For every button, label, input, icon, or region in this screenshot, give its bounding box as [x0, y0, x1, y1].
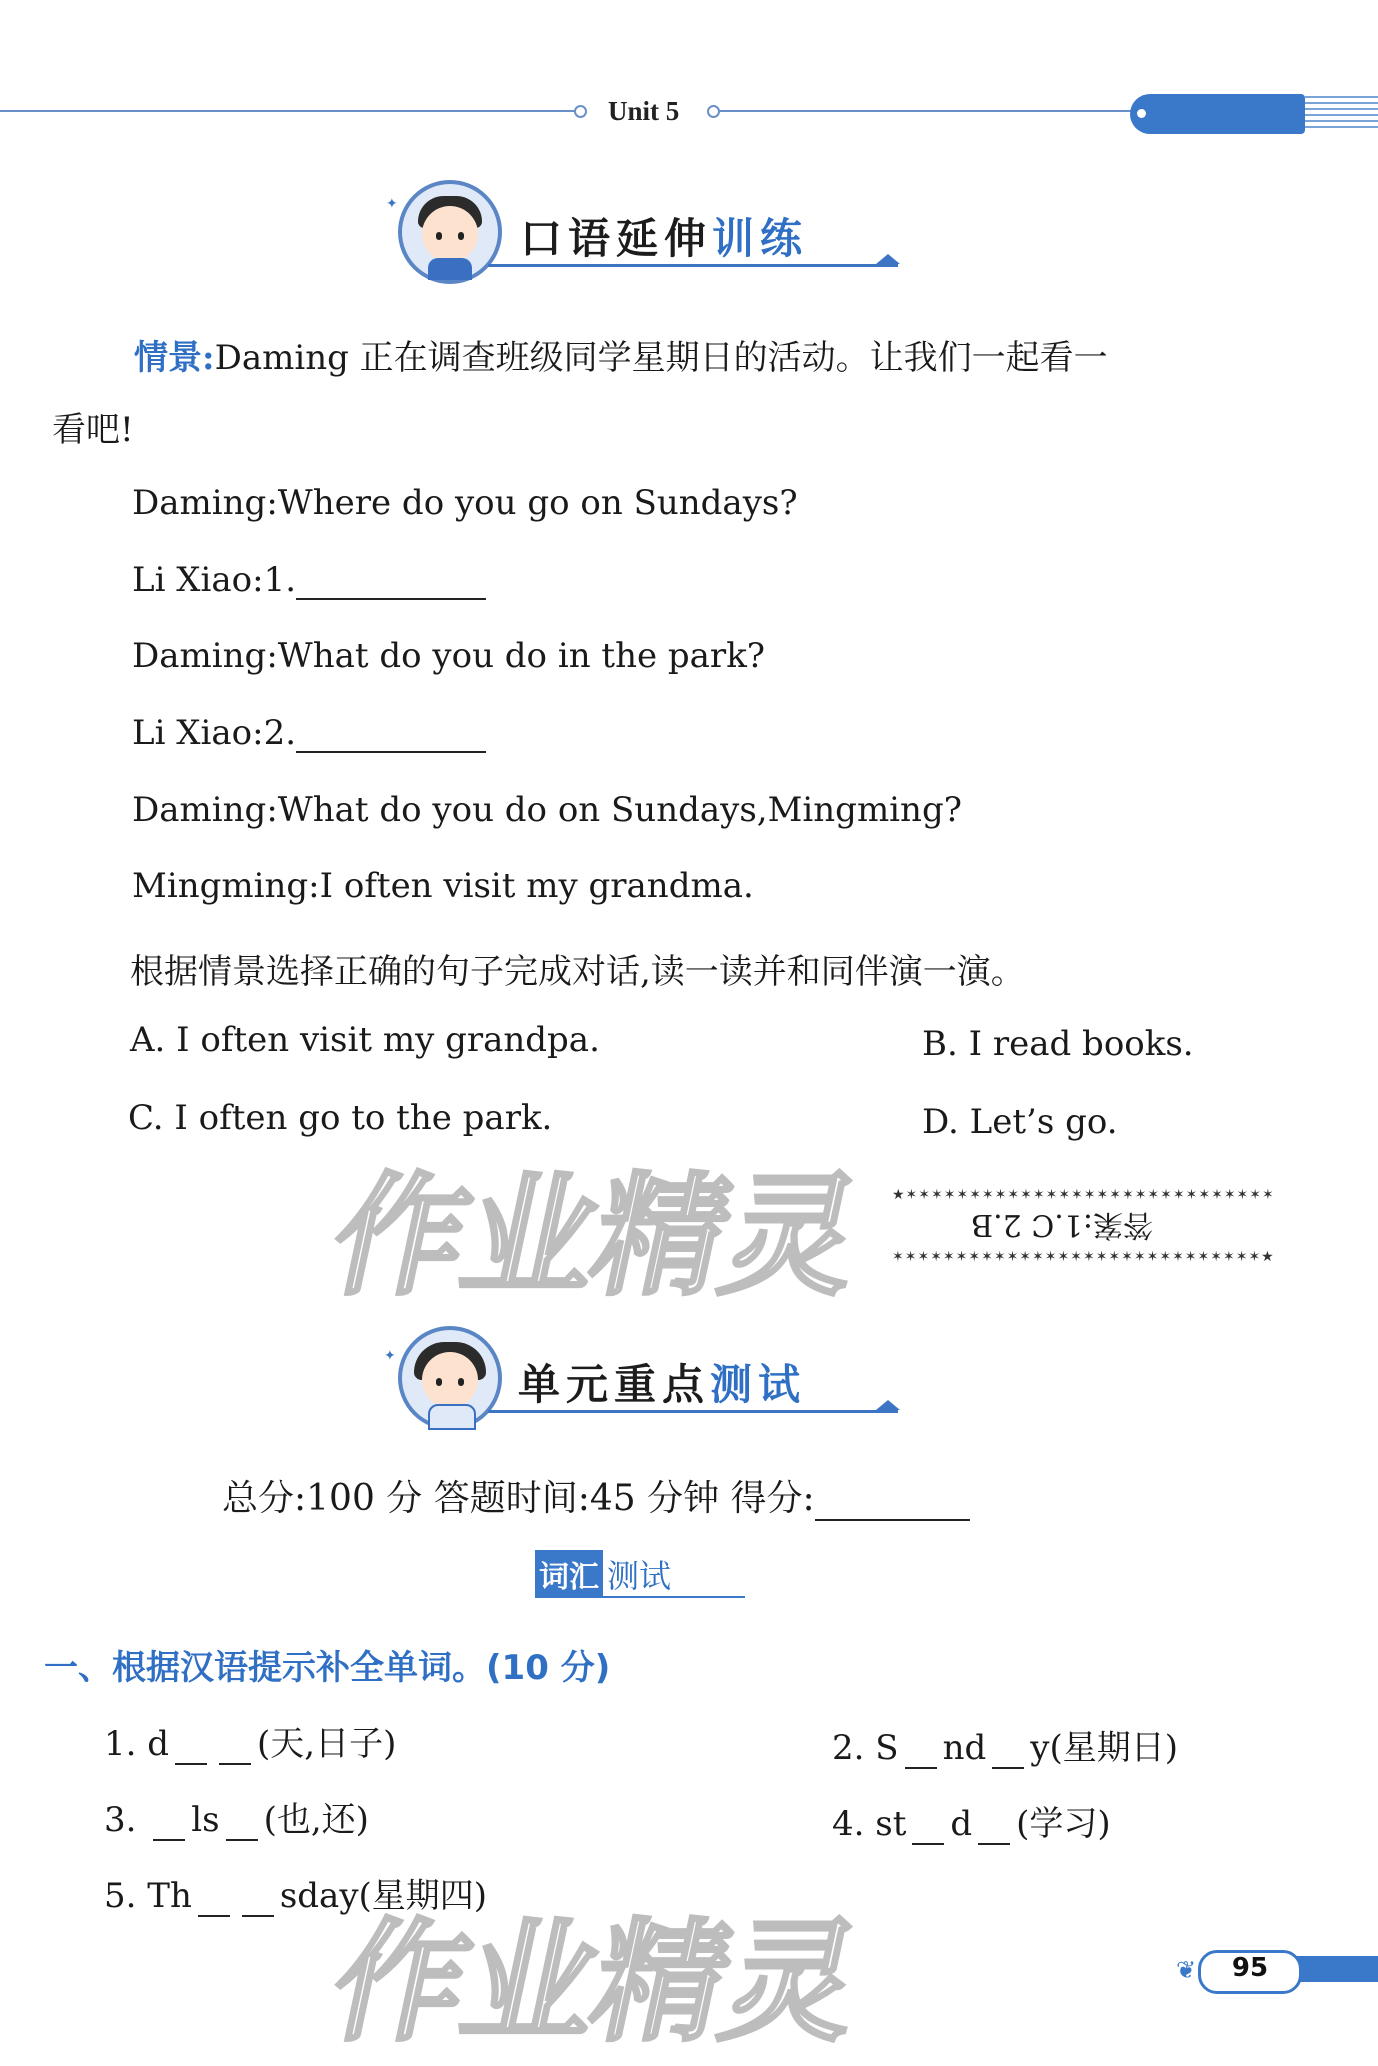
speaker: Daming	[132, 483, 267, 523]
dialogue-line: Li Xiao:2.	[132, 713, 486, 753]
section-title-plain: 口语延伸	[520, 214, 713, 263]
scene-line-1	[134, 330, 1108, 379]
answer-blank[interactable]	[296, 721, 486, 753]
fill-item	[832, 1796, 1111, 1845]
item-number: 3.	[104, 1800, 137, 1840]
header-rule-left	[0, 110, 578, 112]
watermark-text: 作业精灵	[319, 1906, 872, 2060]
option-d: D. Let’s go.	[922, 1102, 1118, 1142]
section-title-triangle	[876, 254, 900, 264]
vocab-arrow	[535, 1596, 745, 1598]
section-title-underline	[488, 1410, 898, 1413]
item-hint: (也,还)	[263, 1800, 369, 1840]
boy-avatar-icon	[398, 180, 502, 284]
item-part: S	[875, 1728, 899, 1768]
item-number: 4.	[832, 1804, 865, 1844]
item-number: 5.	[104, 1876, 137, 1916]
vocab-label-rest: 测试	[607, 1557, 672, 1595]
letter-blank[interactable]	[226, 1815, 258, 1841]
letter-blank[interactable]	[175, 1739, 207, 1765]
letter-blank[interactable]	[992, 1743, 1024, 1769]
speaker: Li Xiao	[132, 713, 253, 753]
letter-blank[interactable]	[242, 1891, 274, 1917]
item-part: nd	[942, 1728, 987, 1768]
answer-box	[892, 1187, 1275, 1265]
instruction-text: 根据情景选择正确的句子完成对话,读一读并和同伴演一演。	[130, 952, 1025, 992]
speaker: Daming	[132, 790, 267, 830]
star-icon: ✦	[386, 196, 398, 212]
answer-box-border-bottom: ✶✶✶✶✶✶✶✶✶✶✶✶✶✶✶✶✶✶✶✶✶✶✶✶✶✶✶✶✶★	[892, 1249, 1275, 1265]
section-title-oral	[520, 206, 808, 266]
girl-avatar-icon	[398, 1326, 502, 1430]
fill-item	[104, 1716, 396, 1765]
item-part: d	[147, 1724, 170, 1764]
fill-item	[104, 1792, 369, 1841]
scene-text: Daming 正在调查班级同学星期日的活动。让我们一起看一	[214, 338, 1108, 378]
score-line	[222, 1470, 970, 1521]
leaf-icon: ❦	[1176, 1956, 1197, 1984]
utterance: I often visit my grandma.	[319, 866, 754, 906]
letter-blank[interactable]	[912, 1819, 944, 1845]
item-part: ls	[191, 1800, 220, 1840]
dialogue-line: Daming:What do you do in the park?	[132, 636, 766, 676]
fill-item	[832, 1720, 1178, 1769]
vocab-label-box: 词汇	[535, 1550, 603, 1598]
section-title-triangle	[876, 1400, 900, 1410]
item-number: 2.	[832, 1728, 865, 1768]
score-info: 总分:100 分 答题时间:45 分钟 得分:	[222, 1478, 815, 1519]
unit-label: Unit 5	[608, 96, 680, 126]
scene-tag: 情景:	[134, 338, 215, 378]
section-title-plain: 单元重点	[518, 1360, 711, 1409]
speaker: Mingming	[132, 866, 309, 906]
dialogue-line: Li Xiao:1.	[132, 560, 486, 600]
section-title-highlight: 训练	[712, 214, 809, 263]
answer-text: 答案:1.C 2.B	[971, 1207, 1153, 1242]
letter-blank[interactable]	[219, 1739, 251, 1765]
header-tab-hole	[1137, 109, 1146, 118]
answer-number: 2.	[263, 713, 297, 753]
item-number: 1.	[104, 1724, 137, 1764]
item-hint: (学习)	[1016, 1804, 1111, 1844]
option-b: B. I read books.	[922, 1024, 1194, 1064]
letter-blank[interactable]	[153, 1815, 185, 1841]
speaker: Daming	[132, 636, 267, 676]
utterance: What do you do on Sundays,Mingming?	[277, 790, 962, 830]
item-part: st	[875, 1804, 907, 1844]
option-a: A. I often visit my grandpa.	[130, 1020, 600, 1060]
section-title-underline	[488, 264, 898, 267]
header-rule-dot-left	[574, 105, 587, 118]
question-heading: 一、根据汉语提示补全单词。(10 分)	[44, 1648, 611, 1688]
page-number: 95	[1231, 1953, 1269, 1983]
letter-blank[interactable]	[978, 1819, 1010, 1845]
speaker: Li Xiao	[132, 560, 253, 600]
answer-blank[interactable]	[296, 568, 486, 600]
score-blank[interactable]	[815, 1489, 970, 1521]
item-part: d	[950, 1804, 973, 1844]
letter-blank[interactable]	[198, 1891, 230, 1917]
dialogue-line: Mingming:I often visit my grandma.	[132, 866, 754, 906]
header-tab	[1130, 94, 1305, 134]
utterance: Where do you go on Sundays?	[277, 483, 798, 523]
watermark-text: 作业精灵	[319, 1160, 872, 1314]
item-part: Th	[147, 1876, 192, 1916]
scene-line-2: 看吧!	[52, 410, 134, 450]
dialogue-line: Daming:Where do you go on Sundays?	[132, 483, 798, 523]
section-title-highlight: 测试	[710, 1360, 807, 1409]
header-rule-right	[718, 110, 1138, 112]
item-hint: sday(星期四)	[279, 1876, 488, 1916]
header-tab-lines	[1305, 96, 1378, 132]
dialogue-line: Daming:What do you do on Sundays,Mingming?	[132, 790, 962, 830]
answer-number: 1.	[263, 560, 297, 600]
option-c: C. I often go to the park.	[128, 1098, 553, 1138]
star-icon: ✦	[384, 1348, 396, 1364]
item-hint: y(星期日)	[1030, 1728, 1178, 1768]
vocab-test-tag	[535, 1550, 671, 1598]
letter-blank[interactable]	[905, 1743, 937, 1769]
item-hint: (天,日子)	[257, 1724, 397, 1764]
utterance: What do you do in the park?	[277, 636, 766, 676]
section-title-test	[518, 1352, 806, 1412]
answer-box-border-top: ★✶✶✶✶✶✶✶✶✶✶✶✶✶✶✶✶✶✶✶✶✶✶✶✶✶✶✶✶✶	[892, 1187, 1275, 1203]
